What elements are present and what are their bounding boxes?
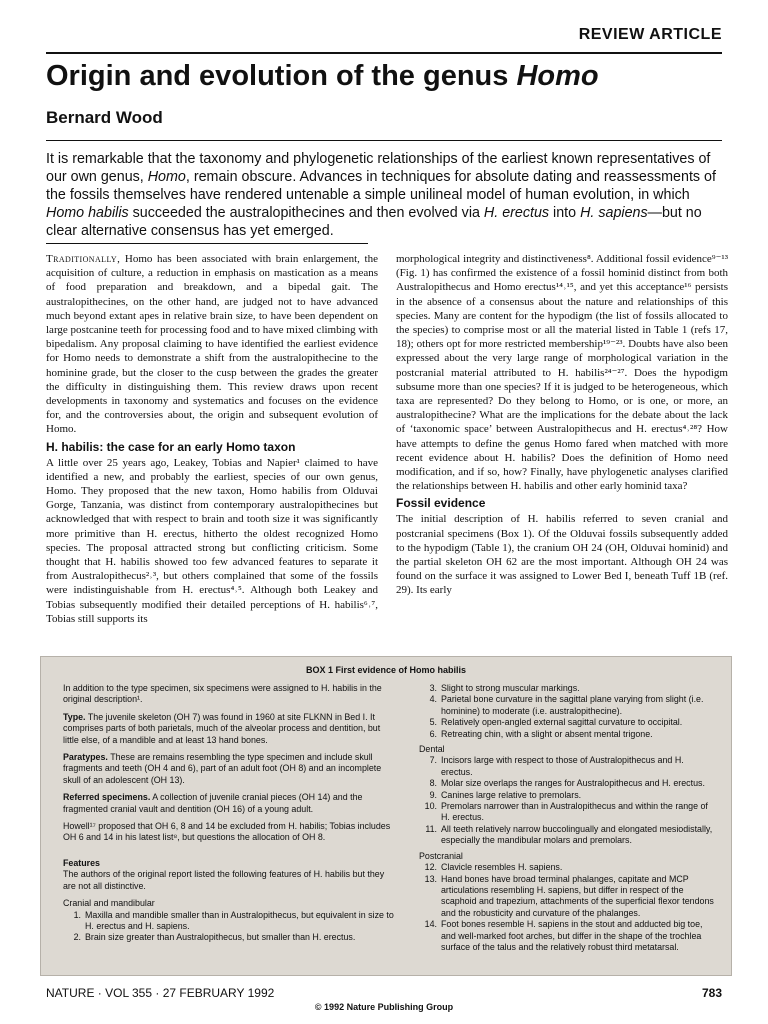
title-main: Origin and evolution of the genus (46, 60, 517, 92)
body-paragraph: A little over 25 years ago, Leakey, Tobias and Napier¹ claimed to have identified a new, and probably the earliest, species of our own genus, Homo. They proposed that the new taxon, Homo habilis from Olduvai Gorge, Tanzania, was distinct from contemporary australopithecines but acknowledged that with respect to brain and tooth size it was significantly more primitive than H. erectus, hitherto the oldest recognized Homo species. The proposal attracted strong but conflicting criticism. Some thought that H. habilis showed too few advanced features to separate it from Australopithecus²˒³, but others complained that some of the fossils were indistinguishable from H. erectus⁴˒⁵. Although both Leakey and Tobias subsequently modified their detailed perceptions of H. habilis⁶˒⁷, Tobias still supports its (46, 456, 378, 625)
box-features-text: The authors of the original report listed the following features of H. habilis but they are not all distinctive. (63, 869, 385, 891)
item-text: Premolars narrower than in Australopithecus and within the range of H. erectus. (441, 801, 708, 823)
list-item (419, 717, 715, 728)
item-text: Clavicle resembles H. sapiens. (441, 862, 563, 873)
dental-list (419, 755, 715, 846)
cranial-list-continued (419, 683, 715, 740)
section-heading-habilis: H. habilis: the case for an early Homo taxon (46, 439, 296, 454)
list-item (419, 778, 715, 789)
item-number: 10. (424, 801, 437, 812)
abstract-italic: Homo habilis (46, 205, 129, 221)
article-title (46, 58, 726, 94)
item-text: Retreating chin, with a slight or absent mental trigone. (441, 728, 653, 739)
item-number: 13. (424, 873, 437, 884)
postcranial-list (419, 862, 715, 953)
item-text: Incisors large with respect to those of Australopithecus and H. erectus. (441, 755, 684, 777)
intro-paragraph (46, 252, 378, 437)
box-postcranial-heading: Postcranial (419, 850, 463, 861)
item-number: 2. (73, 932, 81, 943)
box-features-heading: Features (63, 857, 100, 868)
list-item (419, 729, 715, 740)
item-number: 6. (429, 728, 437, 739)
item-text: Molar size overlaps the ranges for Australopithecus and H. erectus. (441, 778, 705, 789)
item-number: 14. (424, 919, 437, 930)
box-howell: Howell¹⁷ proposed that OH 6, 8 and 14 be excluded from H. habilis; Tobias includes OH 6 and 14 in his latest list⁸, but questions the allocation of OH 8. (63, 821, 391, 843)
body-column-right (396, 252, 728, 598)
abstract-rule (46, 243, 368, 244)
list-item (419, 801, 715, 824)
item-text: Relatively open-angled external sagittal curvature to occipital. (441, 717, 683, 728)
list-item (419, 683, 715, 694)
item-text: Parietal bone curvature in the sagittal plane varying from slight (i.e. hominine) to moderate (i.e. australopithecine). (441, 694, 704, 716)
body-paragraph: The initial description of H. habilis referred to seven cranial and postcranial specimens (Box 1). Of the Olduvai fossils subsequently added to the hypodigm (Table 1), the cranium OH 24 (OH, Olduvai hominid) and the partial skeleton OH 62 are the most important. Although OH 24 was found on the surface it was assigned to Lower Bed I, beneath Tuff 1B (ref. 29). Its early (396, 513, 728, 597)
intro-text: Homo has been associated with brain enlargement, the acquisition of culture, a reduction in emphasis on mastication as a means of food preparation and breakdown, and a bipedal gait. The australopithecines, on the other hand, are judged not to have advanced much beyond extant apes in relative brain size, to have been dependent on large postcanine teeth for processing food and to have mixed climbing with bipedalism. Any proposal claiming to have identified the earliest evidence for Homo needs to demonstrate a shift from the australopithecine to the hominine grade, but the closer to the cusp between the grades the greater the difficulty in distinguishing them. This review draws upon recent developments in taxonomy and systematics and focuses on the evidence for, and the controversies about, the origin and subsequent evolution of Homo. (46, 253, 378, 436)
title-genus: Homo (516, 60, 599, 92)
list-item (419, 824, 715, 847)
box-text: A collection of juvenile cranial pieces (OH 14) and the fragmented cranial vault and dentition (OH 16) of a young adult. (63, 792, 363, 814)
item-text: All teeth relatively narrow buccolingually and elongated mesiodistally, especially the mandibular molars and premolars. (441, 823, 713, 846)
item-number: 3. (429, 683, 437, 693)
body-paragraph: morphological integrity and distinctiveness⁸. Additional fossil evidence⁹⁻¹³ (Fig. 1) has confirmed the existence of a fossil hominid distinct from both Australopithecus and Homo erectus¹⁴˒¹⁵, and yet this acceptance¹⁶ persists in the absence of a consensus about the nature and relationships of this species. Many are content for the hypodigm (the list of fossils allocated to the species) to comprise most or all the material listed in Table 1 (refs 17, 18); others opt for more restricted membership¹⁹⁻²³. Doubts have also been expressed about the very large range of morphological variation in the postcranial material attributed to H. habilis²⁴⁻²⁷. Does the hypodigm subsume more than one species? If it is judged to be heterogeneous, which taxa are represented? Do they belong to Homo, or is one, or more, an australopithecine? What are the implications for the debate about the lack of ‘taxonomic space’ between Australopithecus and H. erectus⁴˒²⁸? How have attempts to define the genus Homo fared when matched with more recent evidence about H. habilis? Does the definition of Homo need modification, and if so, how? Finally, have phylogenetic analyses clarified the relationships between H. habilis and other early hominid taxa? (396, 253, 728, 493)
abstract-italic: H. sapiens (580, 205, 648, 221)
list-item (419, 790, 715, 801)
box-column-left (63, 683, 395, 948)
copyright-line: © 1992 Nature Publishing Group (314, 1002, 454, 1012)
abstract (46, 150, 728, 240)
item-number: 9. (429, 789, 437, 800)
title-rule (46, 140, 722, 141)
author-name: Bernard Wood (46, 108, 163, 127)
box-label: Referred specimens. (63, 792, 151, 803)
box-type (63, 712, 395, 746)
abstract-text: —but no clear alternative consensus has yet emerged. (46, 205, 702, 239)
item-number: 4. (429, 694, 437, 705)
page-number: 783 (701, 986, 722, 1000)
box-column-right (419, 683, 715, 957)
top-rule (46, 52, 722, 54)
intro-lead: Traditionally, (46, 253, 121, 265)
abstract-italic: H. erectus (483, 205, 550, 221)
box-text: The juvenile skeleton (OH 7) was found in 1960 at site FLKNN in Bed I. It comprises parts of both parietals, much of the alveolar process and dentition, but little else, of a mandible and at least 13 hand bones. (63, 711, 381, 745)
list-item (419, 755, 715, 778)
box-label: Type. (63, 711, 86, 722)
box-title: BOX 1 First evidence of Homo habilis (305, 665, 467, 675)
list-item (63, 932, 395, 943)
box-dental-heading: Dental (419, 744, 445, 755)
item-text: Hand bones have broad terminal phalanges, capitate and MCP articulations resembling H. sapiens, but differ in respect of the scaphoid and trapezium, attachments of the superficial flexor tendons and the robusticity and curvature of the phalanges. (441, 873, 714, 918)
abstract-italic: Homo (147, 169, 186, 185)
box-label: Paratypes. (63, 752, 108, 763)
item-number: 11. (425, 823, 437, 834)
item-text: Brain size greater than Australopithecus, but smaller than H. erectus. (85, 932, 356, 943)
list-item (63, 910, 395, 933)
section-tag: REVIEW ARTICLE (578, 26, 722, 43)
item-number: 8. (429, 778, 437, 789)
item-text: Canines large relative to premolars. (441, 789, 582, 800)
box-paratypes (63, 752, 395, 786)
abstract-text: It is remarkable that the taxonomy and phylogenetic relationships of the earliest known representatives of our own genus, (46, 151, 711, 185)
abstract-text: , remain obscure. Advances in techniques for absolute dating and reassessments of the fossils themselves have rendered untenable a simple unilineal model of human evolution, in which (46, 169, 716, 203)
journal-citation: NATURE · VOL 355 · 27 FEBRUARY 1992 (46, 986, 275, 1000)
abstract-text: into (549, 205, 581, 221)
list-item (419, 874, 715, 920)
list-item (419, 919, 715, 953)
box-referred (63, 792, 395, 815)
item-text: Slight to strong muscular markings. (441, 683, 580, 693)
box-1 (40, 656, 732, 976)
item-number: 5. (429, 717, 437, 728)
list-item (419, 694, 715, 717)
list-item (419, 862, 715, 873)
body-column-left (46, 252, 378, 626)
cranial-list (63, 910, 395, 944)
item-number: 7. (429, 755, 437, 766)
item-text: Maxilla and mandible smaller than in Australopithecus, but equivalent in size to H. erectus and H. sapiens. (85, 909, 394, 931)
item-number: 1. (73, 909, 81, 920)
section-heading-fossil-evidence: Fossil evidence (396, 496, 486, 511)
box-intro: In addition to the type specimen, six specimens were assigned to H. habilis in the original description¹. (63, 683, 382, 705)
item-number: 12. (424, 862, 437, 873)
abstract-text: succeeded the australopithecines and then evolved via (128, 205, 484, 221)
box-text: These are remains resembling the type specimen and include skull fragments and teeth (OH 4 and 6), part of an adult foot (OH 8) and an incomplete skull of an adolescent (OH 13). (63, 752, 382, 785)
box-cranial-heading: Cranial and mandibular (63, 898, 155, 909)
item-text: Foot bones resemble H. sapiens in the stout and adducted big toe, and well-marked foot arches, but differ in the shape of the trochlea surface of the talus and the relatively robust third metatarsal. (441, 919, 703, 952)
